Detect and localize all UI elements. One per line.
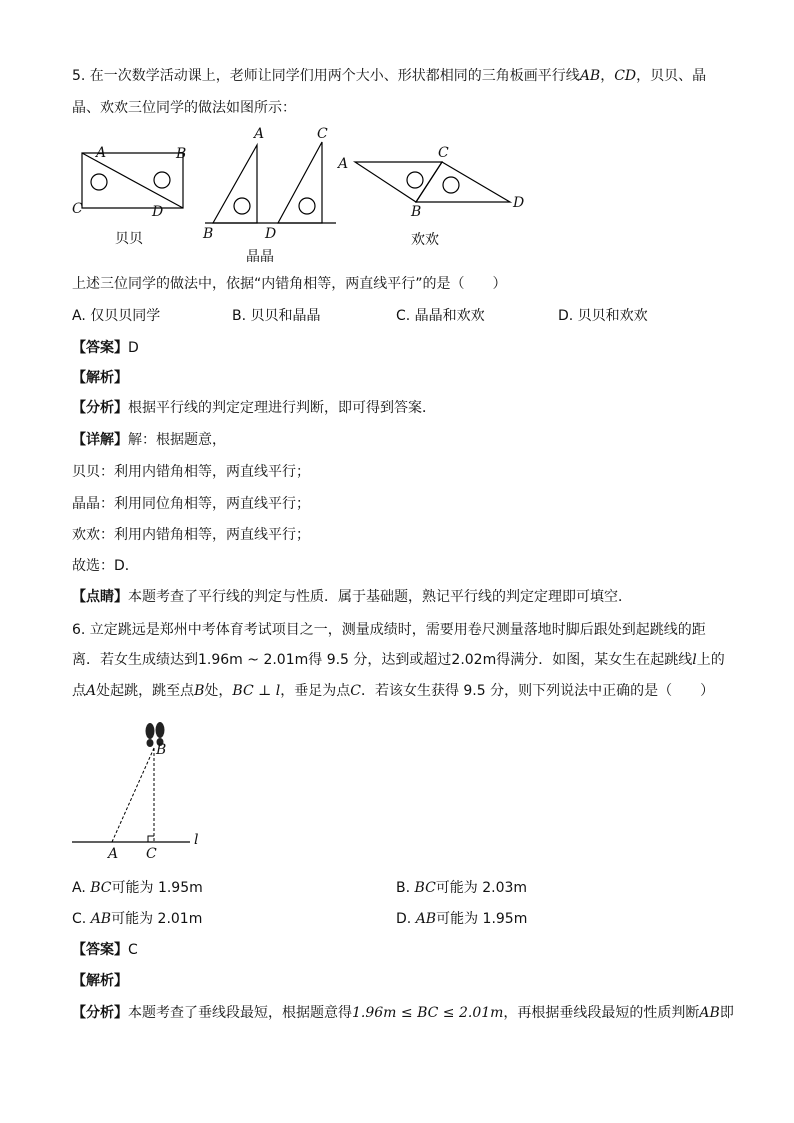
label-d: D	[265, 226, 277, 242]
q5-option-d: D. 贝贝和欢欢	[558, 308, 648, 324]
label-b: B	[176, 146, 187, 162]
figure-huanhuan	[340, 150, 530, 210]
q5-dianjing: 【点睛】本题考查了平行线的判定与性质．属于基础题，熟记平行线的判定定理即可填空．	[72, 589, 632, 605]
figure-jingjing	[200, 130, 340, 230]
label-b: B	[156, 742, 167, 758]
label-l: l	[194, 832, 199, 848]
q5-detail-4: 故选：D．	[72, 558, 139, 574]
q5-question: 上述三位同学的做法中，依据“内错角相等，两直线平行”的是（ ）	[72, 276, 507, 292]
caption-huanhuan: 欢欢	[411, 232, 439, 248]
figure-long-jump	[68, 716, 208, 862]
q5-answer: 【答案】D	[72, 340, 139, 356]
q5-option-b: B. 贝贝和晶晶	[232, 308, 321, 324]
label-b: B	[203, 226, 214, 242]
label-c: C	[317, 126, 328, 142]
q5-xiangjie: 【详解】解：根据题意，	[72, 432, 226, 448]
label-a: A	[338, 156, 349, 172]
q6-answer: 【答案】C	[72, 942, 138, 958]
caption-jingjing: 晶晶	[246, 249, 274, 265]
label-b: B	[411, 204, 422, 220]
q6-option-d: D. AB可能为 1.95m	[396, 911, 528, 927]
q6-option-b: B. BC可能为 2.03m	[396, 880, 528, 896]
q5-detail-2: 晶晶：利用同位角相等，两直线平行；	[72, 496, 310, 512]
q6-analysis-heading: 【解析】	[72, 973, 128, 989]
q5-option-a: A. 仅贝贝同学	[72, 308, 161, 324]
q6-option-c: C. AB可能为 2.01m	[72, 911, 203, 927]
segment-cd: CD	[614, 68, 637, 84]
label-d: D	[513, 195, 525, 211]
label-d: D	[152, 204, 164, 220]
label-a: A	[108, 846, 119, 862]
label-c: C	[438, 145, 449, 161]
q6-stem-line3: 点A处起跳，跳至点B处，BC ⊥ l，垂足为点C．若该女生获得 9.5 分，则下列说法中正确的是（ ）	[72, 683, 715, 699]
q5-stem-line1: 5. 在一次数学活动课上，老师让同学们用两个大小、形状都相同的三角板画平行线AB，CD，贝贝、晶	[72, 68, 707, 84]
q5-fenxi: 【分析】根据平行线的判定定理进行判断，即可得到答案．	[72, 400, 436, 416]
caption-beibei: 贝贝	[115, 231, 143, 247]
q6-stem-line2: 离．若女生成绩达到1.96m ~ 2.01m得 9.5 分，达到或超过2.02m得满分．如图，某女生在起跳线l上的	[72, 652, 725, 668]
segment-ab: AB	[579, 68, 601, 84]
q6-option-a: A. BC可能为 1.95m	[72, 880, 203, 896]
label-a: A	[254, 126, 265, 142]
q5-detail-3: 欢欢：利用内错角相等，两直线平行；	[72, 527, 310, 543]
label-c: C	[146, 846, 157, 862]
q6-stem-line1: 6. 立定跳远是郑州中考体育考试项目之一，测量成绩时，需要用卷尺测量落地时脚后跟处到起跳线的距	[72, 622, 706, 638]
label-c: C	[72, 201, 83, 217]
label-a: A	[96, 145, 107, 161]
q6-fenxi: 【分析】本题考查了垂线段最短，根据题意得1.96m ≤ BC ≤ 2.01m，再根据垂线段最短的性质判断AB即	[72, 1005, 734, 1021]
q5-option-c: C. 晶晶和欢欢	[396, 308, 485, 324]
q5-analysis-heading: 【解析】	[72, 370, 128, 386]
q5-detail-1: 贝贝：利用内错角相等，两直线平行；	[72, 464, 310, 480]
q5-stem-line2: 晶、欢欢三位同学的做法如图所示：	[72, 100, 296, 116]
